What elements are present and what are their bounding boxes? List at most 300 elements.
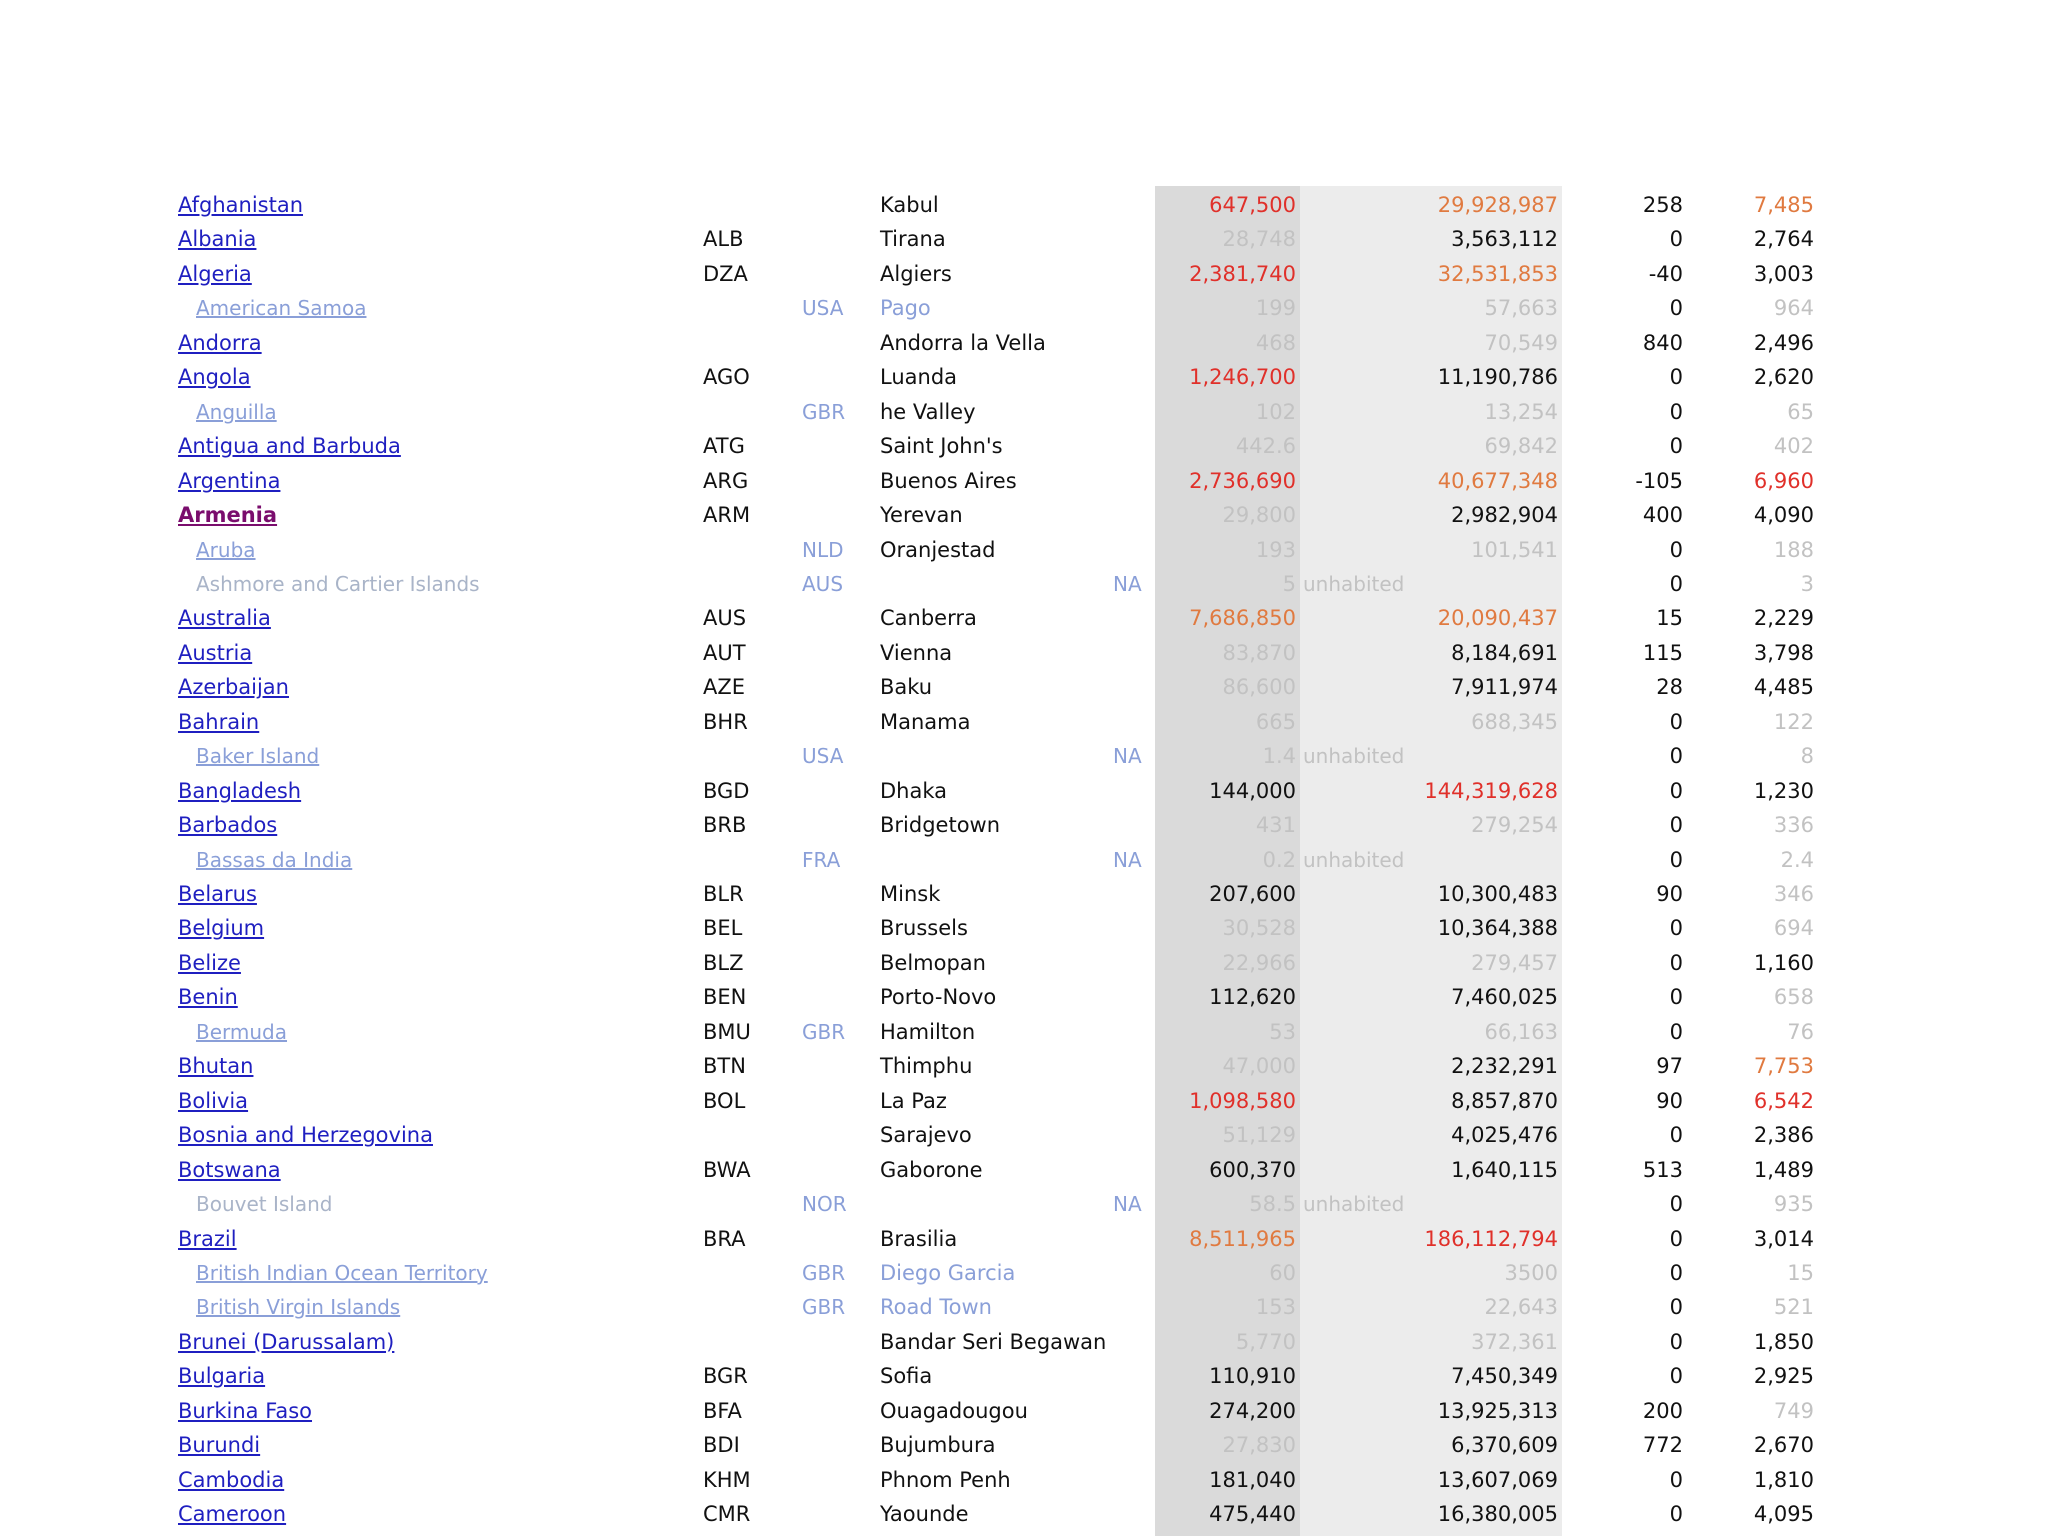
highest-elevation-value: 3 [1800,572,1814,596]
area-value: 207,600 [1209,882,1296,906]
capital-city: Kabul [880,193,939,217]
country-name-cell [178,464,280,498]
country-name-cell [178,1118,433,1152]
lowest-elevation-value: -40 [1648,262,1683,286]
table-row [0,257,2048,291]
capital-city: Saint John's [880,434,1003,458]
country-name-cell [178,1463,284,1497]
area-value: 58.5 [1249,1192,1296,1216]
country-name-cell [178,257,252,291]
country-link[interactable]: Bassas da India [196,848,353,872]
country-name-cell [196,291,366,325]
highest-elevation-value: 1,489 [1753,1158,1814,1182]
lowest-elevation-value: 0 [1669,744,1683,768]
table-row [0,705,2048,739]
country-link[interactable]: Cambodia [178,1468,285,1492]
highest-elevation-value: 749 [1773,1399,1814,1423]
highest-elevation-value: 1,230 [1753,779,1814,803]
iso-code: BRA [703,1227,746,1251]
iso-code: BGD [703,779,750,803]
country-link[interactable]: Barbados [178,813,278,837]
country-name-cell [178,222,256,256]
table-row [0,498,2048,532]
country-link[interactable]: Brazil [178,1227,237,1251]
country-name-cell [178,498,277,532]
lowest-elevation-value: 840 [1642,331,1683,355]
population-value: 2,982,904 [1451,503,1558,527]
area-value: 274,200 [1209,1399,1296,1423]
table-row [0,808,2048,842]
table-row [0,1049,2048,1083]
parent-country-code: GBR [802,400,846,424]
table-row [0,877,2048,911]
table-row [0,911,2048,945]
na-marker: NA [1113,1192,1142,1216]
population-value: 22,643 [1484,1295,1558,1319]
lowest-elevation-value: 772 [1642,1433,1683,1457]
country-name-cell [178,1359,265,1393]
country-link[interactable]: Armenia [178,503,278,527]
capital-city: Tirana [880,227,946,251]
country-link[interactable]: Bangladesh [178,779,302,803]
country-name-cell [178,429,401,463]
capital-city: Manama [880,710,971,734]
highest-elevation-value: 2,764 [1753,227,1814,251]
area-value: 83,870 [1222,641,1296,665]
highest-elevation-value: 3,003 [1753,262,1814,286]
country-link[interactable]: Austria [178,641,253,665]
population-value: 279,254 [1471,813,1558,837]
capital-city: Buenos Aires [880,469,1017,493]
country-name-cell [178,188,303,222]
iso-code: AUT [703,641,746,665]
table-row [0,291,2048,325]
iso-code: AGO [703,365,750,389]
area-value: 29,800 [1222,503,1296,527]
highest-elevation-value: 402 [1773,434,1814,458]
parent-country-code: GBR [802,1020,846,1044]
inhabited-note: unhabited [1303,848,1405,872]
country-link[interactable]: Cameroon [178,1502,287,1526]
table-row [0,533,2048,567]
lowest-elevation-value: 15 [1656,606,1683,630]
country-link[interactable]: British Virgin Islands [196,1295,401,1319]
country-link[interactable]: Argentina [178,469,281,493]
area-value: 27,830 [1222,1433,1296,1457]
table-row [0,1497,2048,1531]
area-value: 5 [1282,572,1296,596]
table-row [0,774,2048,808]
highest-elevation-value: 964 [1773,296,1814,320]
country-link[interactable]: Bhutan [178,1054,254,1078]
highest-elevation-value: 4,090 [1753,503,1814,527]
country-name-cell [178,1153,281,1187]
capital-city: Ouagadougou [880,1399,1028,1423]
country-link[interactable]: Belgium [178,916,265,940]
country-link: Ashmore and Cartier Islands [196,572,480,596]
country-name-cell [178,1049,253,1083]
iso-code: BEN [703,985,747,1009]
iso-code: BWA [703,1158,751,1182]
population-value: 10,300,483 [1437,882,1558,906]
country-name-cell [178,1428,260,1462]
lowest-elevation-value: 0 [1669,1192,1683,1216]
area-value: 47,000 [1222,1054,1296,1078]
country-link[interactable]: Australia [178,606,271,630]
capital-city: Andorra la Vella [880,331,1046,355]
parent-country-code: NOR [802,1192,847,1216]
table-row [0,1015,2048,1049]
highest-elevation-value: 336 [1773,813,1814,837]
population-value: 7,450,349 [1451,1364,1558,1388]
country-link[interactable]: Benin [178,985,238,1009]
parent-country-code: AUS [802,572,844,596]
highest-elevation-value: 2,496 [1753,331,1814,355]
population-value: 144,319,628 [1424,779,1558,803]
area-value: 60 [1269,1261,1296,1285]
country-name-cell [196,1256,488,1290]
inhabited-note: unhabited [1303,1192,1405,1216]
lowest-elevation-value: 0 [1669,227,1683,251]
country-name-cell [178,1394,312,1428]
na-marker: NA [1113,572,1142,596]
iso-code: BHR [703,710,748,734]
capital-city: Belmopan [880,951,986,975]
table-row [0,1153,2048,1187]
inhabited-note: unhabited [1303,744,1405,768]
population-value: 13,607,069 [1437,1468,1558,1492]
population-value: 57,663 [1484,296,1558,320]
capital-city: Sofia [880,1364,933,1388]
population-value: 11,190,786 [1437,365,1558,389]
table-row [0,567,2048,601]
area-value: 0.2 [1262,848,1296,872]
highest-elevation-value: 7,753 [1753,1054,1814,1078]
country-link[interactable]: Albania [178,227,257,251]
iso-code: ATG [703,434,745,458]
table-row [0,739,2048,773]
area-value: 193 [1255,538,1296,562]
country-link[interactable]: Burkina Faso [178,1399,313,1423]
lowest-elevation-value: 200 [1642,1399,1683,1423]
highest-elevation-value: 2,229 [1753,606,1814,630]
table-row [0,1118,2048,1152]
country-link[interactable]: Baker Island [196,744,320,768]
country-name-cell [178,360,251,394]
capital-city: Vienna [880,641,953,665]
iso-code: CMR [703,1502,751,1526]
highest-elevation-value: 2.4 [1780,848,1814,872]
lowest-elevation-value: 0 [1669,572,1683,596]
country-link[interactable]: American Samoa [196,296,367,320]
na-marker: NA [1113,848,1142,872]
parent-country-code: NLD [802,538,844,562]
iso-code: BGR [703,1364,748,1388]
country-name-cell [196,1187,332,1221]
country-link[interactable]: Algeria [178,262,252,286]
capital-city: Bujumbura [880,1433,996,1457]
highest-elevation-value: 1,810 [1753,1468,1814,1492]
capital-city: Thimphu [880,1054,973,1078]
population-value: 10,364,388 [1437,916,1558,940]
area-value: 8,511,965 [1189,1227,1296,1251]
capital-city: Yaounde [880,1502,969,1526]
area-value: 468 [1255,331,1296,355]
capital-city: Yerevan [880,503,963,527]
lowest-elevation-value: 0 [1669,296,1683,320]
country-name-cell [196,843,352,877]
capital-city: Bridgetown [880,813,1001,837]
parent-country-code: GBR [802,1261,846,1285]
country-name-cell [178,911,264,945]
capital-city: Hamilton [880,1020,976,1044]
iso-code: ALB [703,227,744,251]
iso-code: BLR [703,882,744,906]
highest-elevation-value: 7,485 [1753,193,1814,217]
country-link[interactable]: Antigua and Barbuda [178,434,401,458]
population-value: 66,163 [1484,1020,1558,1044]
iso-code: ARG [703,469,749,493]
parent-country-code: FRA [802,848,841,872]
iso-code: BLZ [703,951,744,975]
highest-elevation-value: 65 [1787,400,1814,424]
iso-code: DZA [703,262,748,286]
highest-elevation-value: 658 [1773,985,1814,1009]
lowest-elevation-value: 400 [1642,503,1683,527]
lowest-elevation-value: 90 [1656,1089,1683,1113]
parent-country-code: GBR [802,1295,846,1319]
country-name-cell [196,567,480,601]
lowest-elevation-value: 0 [1669,1330,1683,1354]
iso-code: BRB [703,813,747,837]
area-value: 22,966 [1222,951,1296,975]
table-row [0,1222,2048,1256]
table-row [0,222,2048,256]
area-value: 5,770 [1235,1330,1296,1354]
area-value: 442.6 [1235,434,1296,458]
population-value: 7,911,974 [1451,675,1558,699]
area-value: 2,381,740 [1189,262,1296,286]
table-row [0,980,2048,1014]
country-link: Bouvet Island [196,1192,333,1216]
table-row [0,670,2048,704]
country-link[interactable]: Bahrain [178,710,260,734]
country-name-cell [196,395,277,429]
population-value: 372,361 [1471,1330,1558,1354]
area-value: 600,370 [1209,1158,1296,1182]
population-value: 16,380,005 [1437,1502,1558,1526]
highest-elevation-value: 8 [1800,744,1814,768]
country-name-cell [178,980,238,1014]
na-marker: NA [1113,744,1142,768]
area-value: 431 [1255,813,1296,837]
lowest-elevation-value: 0 [1669,813,1683,837]
country-link[interactable]: Azerbaijan [178,675,289,699]
lowest-elevation-value: 0 [1669,1468,1683,1492]
lowest-elevation-value: 0 [1669,1227,1683,1251]
country-link[interactable]: Afghanistan [178,193,304,217]
highest-elevation-value: 4,095 [1753,1502,1814,1526]
lowest-elevation-value: -105 [1635,469,1683,493]
population-value: 32,531,853 [1437,262,1558,286]
capital-city: Minsk [880,882,941,906]
lowest-elevation-value: 258 [1642,193,1683,217]
lowest-elevation-value: 0 [1669,1020,1683,1044]
lowest-elevation-value: 513 [1642,1158,1683,1182]
parent-country-code: USA [802,744,844,768]
country-name-cell [196,533,256,567]
capital-city: Baku [880,675,933,699]
population-value: 3,563,112 [1451,227,1558,251]
table-row [0,188,2048,222]
capital-city: Brussels [880,916,968,940]
capital-city: Brasilia [880,1227,958,1251]
table-row [0,1428,2048,1462]
area-value: 110,910 [1209,1364,1296,1388]
population-value: 6,370,609 [1451,1433,1558,1457]
area-value: 1.4 [1262,744,1296,768]
table-row [0,1394,2048,1428]
population-value: 279,457 [1471,951,1558,975]
country-name-cell [196,1015,287,1049]
country-link[interactable]: Burundi [178,1433,261,1457]
highest-elevation-value: 2,670 [1753,1433,1814,1457]
lowest-elevation-value: 28 [1656,675,1683,699]
area-value: 647,500 [1209,193,1296,217]
lowest-elevation-value: 0 [1669,1123,1683,1147]
population-value: 20,090,437 [1437,606,1558,630]
capital-city: La Paz [880,1089,947,1113]
capital-city: Road Town [880,1295,992,1319]
country-link[interactable]: Bermuda [196,1020,288,1044]
highest-elevation-value: 6,960 [1753,469,1814,493]
population-value: 186,112,794 [1424,1227,1558,1251]
country-link[interactable]: Bosnia and Herzegovina [178,1123,433,1147]
highest-elevation-value: 1,160 [1753,951,1814,975]
lowest-elevation-value: 0 [1669,951,1683,975]
country-link[interactable]: Belarus [178,882,257,906]
population-value: 7,460,025 [1451,985,1558,1009]
iso-code: AUS [703,606,747,630]
lowest-elevation-value: 0 [1669,985,1683,1009]
country-name-cell [196,1290,400,1324]
country-link[interactable]: Angola [178,365,251,389]
highest-elevation-value: 2,925 [1753,1364,1814,1388]
table-row [0,1187,2048,1221]
population-value: 1,640,115 [1451,1158,1558,1182]
population-value: 101,541 [1471,538,1558,562]
country-name-cell [178,877,257,911]
capital-city: Bandar Seri Begawan [880,1330,1107,1354]
table-row [0,1359,2048,1393]
country-link[interactable]: Andorra [178,331,262,355]
population-value: 70,549 [1484,331,1558,355]
iso-code: BEL [703,916,743,940]
country-name-cell [178,601,271,635]
highest-elevation-value: 76 [1787,1020,1814,1044]
area-value: 475,440 [1209,1502,1296,1526]
highest-elevation-value: 4,485 [1753,675,1814,699]
area-value: 112,620 [1209,985,1296,1009]
country-name-cell [178,670,289,704]
country-link[interactable]: Aruba [196,538,256,562]
highest-elevation-value: 521 [1773,1295,1814,1319]
country-name-cell [178,774,301,808]
table-row [0,1325,2048,1359]
population-value: 69,842 [1484,434,1558,458]
highest-elevation-value: 935 [1773,1192,1814,1216]
table-row [0,843,2048,877]
capital-city: he Valley [880,400,976,424]
lowest-elevation-value: 0 [1669,400,1683,424]
table-row [0,464,2048,498]
population-value: 3500 [1504,1261,1558,1285]
highest-elevation-value: 6,542 [1753,1089,1814,1113]
capital-city: Luanda [880,365,958,389]
population-value: 2,232,291 [1451,1054,1558,1078]
iso-code: BFA [703,1399,742,1423]
table-row [0,1290,2048,1324]
highest-elevation-value: 346 [1773,882,1814,906]
area-value: 102 [1255,400,1296,424]
country-name-cell [178,705,259,739]
inhabited-note: unhabited [1303,572,1405,596]
highest-elevation-value: 188 [1773,538,1814,562]
table-row [0,636,2048,670]
country-name-cell [178,1222,237,1256]
country-link[interactable]: British Indian Ocean Territory [196,1261,488,1285]
country-link[interactable]: Anguilla [196,400,277,424]
area-value: 2,736,690 [1189,469,1296,493]
country-name-cell [178,1084,248,1118]
iso-code: ARM [703,503,751,527]
population-value: 4,025,476 [1451,1123,1558,1147]
lowest-elevation-value: 0 [1669,848,1683,872]
population-value: 40,677,348 [1437,469,1558,493]
area-value: 86,600 [1222,675,1296,699]
country-name-cell [178,636,252,670]
country-name-cell [178,1497,286,1531]
country-link[interactable]: Belize [178,951,241,975]
lowest-elevation-value: 97 [1656,1054,1683,1078]
lowest-elevation-value: 0 [1669,365,1683,389]
country-link[interactable]: Brunei (Darussalam) [178,1330,395,1354]
capital-city: Phnom Penh [880,1468,1011,1492]
iso-code: BDI [703,1433,740,1457]
lowest-elevation-value: 0 [1669,1502,1683,1526]
highest-elevation-value: 15 [1787,1261,1814,1285]
area-value: 199 [1255,296,1296,320]
capital-city: Dhaka [880,779,948,803]
population-value: 8,857,870 [1451,1089,1558,1113]
capital-city: Diego Garcia [880,1261,1016,1285]
population-value: 29,928,987 [1437,193,1558,217]
table-row [0,395,2048,429]
table-row [0,360,2048,394]
country-link[interactable]: Bolivia [178,1089,249,1113]
country-link[interactable]: Botswana [178,1158,281,1182]
table-row [0,601,2048,635]
lowest-elevation-value: 0 [1669,779,1683,803]
lowest-elevation-value: 0 [1669,1261,1683,1285]
highest-elevation-value: 3,014 [1753,1227,1814,1251]
table-row [0,946,2048,980]
lowest-elevation-value: 0 [1669,1364,1683,1388]
country-link[interactable]: Bulgaria [178,1364,266,1388]
population-value: 688,345 [1471,710,1558,734]
country-name-cell [178,946,241,980]
capital-city: Porto-Novo [880,985,997,1009]
